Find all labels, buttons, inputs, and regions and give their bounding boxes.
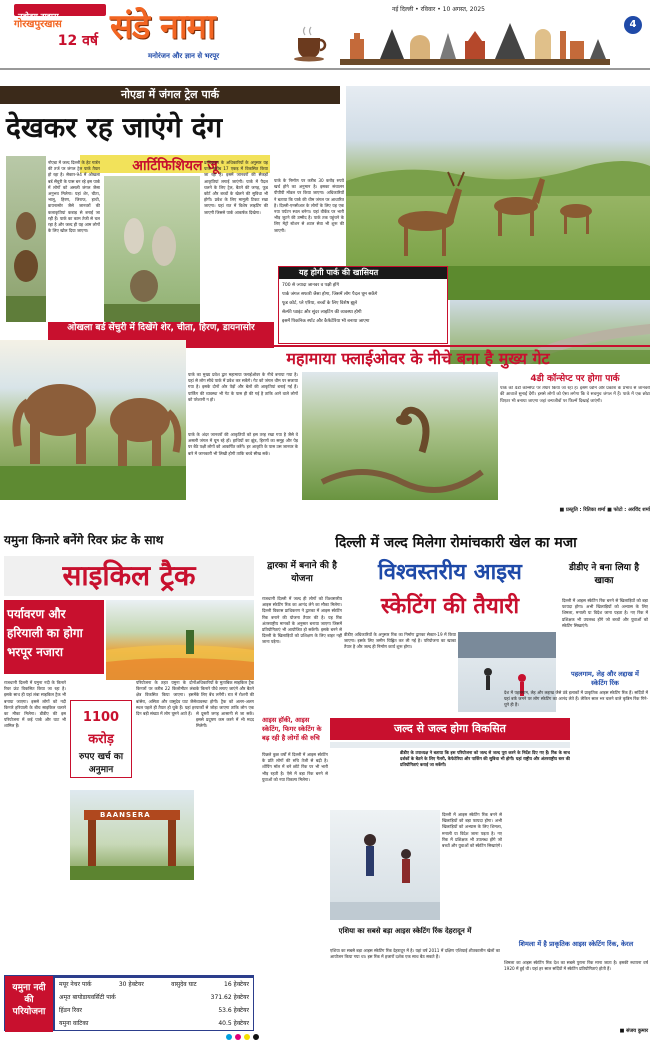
yamuna-subhead-text: पर्यावरण और हरियाली का होगा भरपूर नजारा [7,607,83,659]
skating-side-col-a: आइस हॉकी, आइस स्केटिंग, फिगर स्केटिंग के बढ़ रही है लोगों की रुचि [262,716,322,742]
yamuna-projects-table [4,975,254,1031]
table-body [55,978,253,1030]
gate-story-col1: पार्क का मुख्य प्रवेश द्वार महामाया फ्लाईओवर के नीचे बनाया गया है। यहां से लोग सीधे पार्क में प्रवेश कर सकेंगे। गेट को जंगल थीम पर सजाया गया है। इसके दोनों ओर पेड़ों और बेलों की आकृतियां बनाई गई हैं। पार्किंग की व्यवस्था भी गेट के पास ही की गई है ताकि आने वाले लोगों को परेशानी न हो। [188,372,298,402]
yamuna-col1: राजधानी दिल्ली में यमुना नदी के किनारे रिवर फ्रंट विकसित किया जा रहा है। इसके साथ ही यहां लंबा साइकिल ट्रैक भी बनाया जाएगा। इससे लोगों को नदी किनारे हरियाली के बीच साइकिल चलाने का मौका मिलेगा। डीडीए की इस परियोजना में कई पार्क और घाट भी शामिल हैं। [4,680,66,729]
features-title: यह होगी पार्क की खासियत [279,267,447,279]
masthead-tagline: मनोरंजन और ज्ञान से भरपूर [148,52,220,60]
brand-name: नवोदय टाइम्स [18,12,59,21]
feature-item: 700 से ज्यादा जानवर व पक्षी होंगे [282,283,340,288]
project-area: 30 हेक्टेयर [118,981,144,988]
baansera-gate-photo [70,790,194,880]
gate-story-headline-bar [186,345,650,369]
feature-item: इसमें पिकनिक स्पॉट और कैफेटेरिया भी बनाया जाएगा [282,319,370,324]
project-name: मयूर नेचर पार्क [59,981,92,988]
anniv-city: गोरखपुर [14,19,45,30]
registration-marks [226,1034,426,1042]
ice-skater-photo [330,810,440,920]
top-story-col3: पार्क के निर्माण पर करीब 30 करोड़ रुपये खर्च होने का अनुमान है। इसका संचालन पीपीपी मॉडल पर किया जाएगा। अधिकारियों ने बताया कि पार्क की थीम जंगल पर आधारित है। दिल्ली-एनसीआर के लोगों के लिए यह एक नया पर्यटन स्थल बनेगा। यहां वीकेंड पर भारी भीड़ जुटने की उम्मीद है। पार्क तक पहुंचने के लिए मेट्रो स्टेशन से शटल सेवा भी शुरू की जाएगी। [274,178,344,233]
subhead-text: आर्टिफिशियल जू [132,158,218,174]
top-story-kicker [0,86,340,104]
skating-col-c: दिल्ली में आइस स्केटिंग रिंक बनने से खिलाड़ियों को बड़ा फायदा होगा। अभी खिलाड़ियों को अभ्यास के लिए शिमला, मनाली या विदेश जाना पड़ता है। नए रिंक में प्रशिक्षक भी उपलब्ध होंगे जो बच्चों और युवाओं को स्केटिंग सिखाएंगे। [442,812,502,849]
project-area: 371.62 हेक्टेयर [210,994,249,1001]
anniv-years: 12 वर्ष [57,33,98,49]
yamuna-col3: अधिकारियों के मुताबिक साइकिल ट्रैक के किनारे पौधे लगाए जाएंगे और बैठने के लिए बेंच लगेंगी। रात में रोशनी की व्यवस्था होगी। ट्रैक को अलग-अलग पार्कों से जोड़ा जाएगा ताकि लोग एक से दूसरी जगह आसानी से जा सकें। इससे प्रदूषण कम करने में भी मदद मिलेगी। [196,680,254,729]
yamuna-cost-box [70,700,132,778]
anniversary-badge [14,18,106,64]
top-story-headline: देखकर रह जाएंगे दंग [6,111,223,144]
animal-sculptures-photo-2 [104,176,200,322]
feature-item: पार्क जंगल सफारी जैसा होगा, जिसमें लोग पैदल घूम सकेंगे [282,292,378,297]
anniv-word: खास [44,19,62,30]
project-name: यमुना वाटिका [59,1020,89,1027]
dateline: नई दिल्ली • रविवार • 10 अगस्त, 2025 [392,6,485,13]
project-area: 40.5 हेक्टेयर [218,1020,249,1027]
skating-band-text: जल्द से जल्द होगा विकसित [394,722,506,735]
yamuna-subhead [4,600,104,674]
masthead-title: संडे नामा [110,7,215,47]
kicker-text: नोएडा में जंगल ट्रेल पार्क [120,88,220,101]
yamuna-flower-field-photo [106,600,254,680]
skating-right-sub-2: शिमला में है प्राकृतिक आइस स्केटिंग रिंक, केरल [518,940,634,948]
animal-sculptures-photo-1 [6,156,46,322]
gate-story-col2: पार्क के अंदर जानवरों की आकृतियों को इस तरह रखा गया है जैसे वे असली जंगल में घूम रहे हों। हाथियों का झुंड, हिरणों का समूह और पेड़ पर बैठे पक्षी लोगों को आकर्षित करेंगे। हर आकृति के पास उस जानवर के बारे में जानकारी भी लिखी होगी ताकि बच्चे सीख सकें। [188,432,298,456]
caption-text: ओखला बर्ड सेंचुरी में दिखेंगे शेर, चीता, हिरण, डायनासोर [67,323,255,333]
page-number: 4 [629,19,637,30]
elephant-sculptures-photo [0,340,186,500]
masthead [0,0,650,70]
skating-headline-2: स्केटिंग की तैयारी [380,594,520,619]
skating-right-col-2: देश में पहलगाम, लेह और लद्दाख जैसे ठंडे इलाकों में प्राकृतिक आइस स्केटिंग रिंक हैं। सर्दियों में यहां बर्फ जमने पर लोग स्केटिंग का आनंद लेते हैं। लेकिन साल भर चलने वाले कृत्रिम रिंक गिने-चुने ही हैं। [504,690,648,708]
gate-byline: ■ प्रस्तुति : रितिका शर्मा ■ फोटो : अरविंद शर्मा [559,507,650,513]
reg-dot [226,1034,232,1040]
project-name: अमृत बायोडायवर्सिटी पार्क [59,994,116,1001]
coffee-cup-icon [292,26,332,62]
four-d-text: पार्क को 4डी कॉन्सेप्ट पर तैयार किया जा रहा है। इसमें ध्वनि और प्रकाश के प्रभाव से जानवरों की आवाजें सुनाई देंगी। इससे लोगों को ऐसा लगेगा कि वे सचमुच जंगल में हैं। पार्क में एक छोटा थिएटर भी बनाया जाएगा जहां वन्यजीवों पर फिल्में दिखाई जाएंगी। [500,386,650,404]
reg-dot [235,1034,241,1040]
skating-side-left: द्वारका में बनाने की है योजना [267,561,337,584]
four-d-concept-box [500,372,650,527]
park-features-box [278,266,448,344]
skating-band-text-body: डीडीए के उपाध्यक्ष ने बताया कि इस परियोजना को जल्द से जल्द पूरा करने के निर्देश दिए गए हैं। रिंक के साथ दर्शकों के बैठने के लिए गैलरी, कैफेटेरिया और पार्किंग की सुविधा भी होगी। यहां राष्ट्रीय और अंतरराष्ट्रीय स्तर की प्रतियोगिताएं कराई जा सकेंगी। [400,750,570,768]
baansera-sign-text: BAANSERA [100,811,151,819]
feature-item: फूड कोर्ट, प्ले एरिया, बच्चों के लिए विशेष झूले [282,301,358,306]
gate-headline: महामाया फ्लाईओवर के नीचे बना है मुख्य गेट [286,349,550,368]
skating-col-a: राजधानी दिल्ली में जल्द ही लोगों को विश्वस्तरीय आइस स्केटिंग रिंक का आनंद लेने का मौका मिलेगा। दिल्ली विकास प्राधिकरण ने द्वारका में आइस स्केटिंग रिंक बनाने की योजना तैयार की है। यह रिंक अंतरराष्ट्रीय मानकों के अनुसार बनाया जाएगा जिसमें प्रतियोगिताएं भी आयोजित हो सकेंगी। इसके बनने से दिल्ली के खिलाड़ियों को प्रशिक्षण के लिए बाहर नहीं जाना पड़ेगा। [262,596,342,645]
skating-headline-1: विश्वस्तरीय आइस [378,560,522,585]
page-number-badge [624,16,642,34]
skating-right-sub: पहलगाम, लेह और लद्दाख में स्केटिंग रिंक [571,670,639,687]
snake-sculpture-photo [302,372,498,500]
asia-rink-title: एशिया का सबसे बड़ा आइस स्केटिंग रिंक देहरादून में [338,927,472,935]
cost-label: रुपए खर्च का अनुमान [78,752,124,775]
cost-amount: 1100 करोड़ [82,710,120,747]
yamuna-col2: परियोजना के तहत यमुना के दोनों किनारों पर करीब 22 किलोमीटर लंबा क्षेत्र विकसित किया जाएगा। इसमें बांसेरा, असिता और वासुदेव घाट जैसे स्थल पहले ही तैयार हो चुके हैं। यहां हर दिन बड़ी संख्या में लोग घूमने आते हैं। [136,680,196,717]
yamuna-kicker: यमुना किनारे बनेंगे रिवर फ्रंट के साथ [4,533,164,547]
top-story-col2: प्राधिकरण के अधिकारियों के अनुसार यह पार्क करीब 17 एकड़ में विकसित किया जा रहा है। इसमें जानवरों की सैकड़ों आकृतियां लगाई जाएंगी। पार्क में पैदल चलने के लिए ट्रेल, बैठने की जगह, फूड कोर्ट और बच्चों के खेलने की सुविधा भी होगी। प्रवेश के लिए मामूली टिकट रखा जाएगा। यहां रात में विशेष लाइटिंग की जाएगी जिससे पार्क आकर्षक दिखेगा। [204,160,268,215]
brand-logo [14,4,106,21]
top-story-col1: नोएडा में जल्द दिल्ली के हेट गार्डन की तर्ज पर जंगल ट्रेल पार्क तैयार हो रहा है। सेक्टर-94 में ओखला बर्ड सेंचुरी के पास बन रहे इस पार्क में लोगों को असली जंगल जैसा अनुभव मिलेगा। यहां शेर, चीता, भालू, हिरण, जिराफ, हाथी, डायनासोर जैसे जानवरों की कलाकृतियां कबाड़ से बनाई जा रही हैं। पार्क का काम तेजी से चल रहा है और जल्द ही यह आम लोगों के लिए खोल दिया जाएगा। [48,160,100,234]
project-area: 53.6 हेक्टेयर [218,1007,249,1014]
asia-rink-text: एशिया का सबसे बड़ा आइस स्केटिंग रिंक देहरादून में है। यहां वर्ष 2011 में दक्षिण एशियाई शीतकालीन खेलों का आयोजन किया गया था। इस रिंक में हजारों दर्शक एक साथ बैठ सकते हैं। [330,948,500,960]
four-d-title: 4डी कॉन्सेप्ट पर होगा पार्क [530,374,620,384]
skating-side-right: डीडीए ने बना लिया है खाका [568,563,640,586]
reg-dot [253,1034,259,1040]
project-area: 16 हेक्टेयर [224,981,249,988]
feature-item: सेल्फी प्वाइंट और सुंदर लाइटिंग की व्यवस्था होगी [282,310,362,315]
table-title: यमुना नदी की परियोजना [5,976,53,1032]
project-name: हिंडन रिवर [59,1007,82,1014]
skating-kicker: दिल्ली में जल्द मिलेगा रोमांचकारी खेल का मजा [335,535,577,551]
skating-right-col: दिल्ली में आइस स्केटिंग रिंक बनने से खिलाड़ियों को बड़ा फायदा होगा। अभी खिलाड़ियों को अभ्यास के लिए शिमला, मनाली या विदेश जाना पड़ता है। नए रिंक में प्रशिक्षक भी उपलब्ध होंगे जो बच्चों और युवाओं को स्केटिंग सिखाएंगे। [562,598,648,628]
skating-right-col-3: शिमला का आइस स्केटिंग रिंक देश का सबसे पुराना रिंक माना जाता है। इसकी स्थापना वर्ष 1920 में हुई थी। यहां हर साल सर्दियों में स्केटिंग प्रतियोगिताएं होती हैं। [504,960,648,972]
yamuna-headline-text: साइकिल ट्रैक [62,559,196,592]
skating-headline [344,556,556,628]
skating-side-col-b: पिछले कुछ वर्षों में दिल्ली में आइस स्केटिंग के प्रति लोगों की रुचि तेजी से बढ़ी है। शॉपिंग मॉल में बने छोटे रिंक पर भी भारी भीड़ रहती है। ऐसे में बड़ा रिंक बनने से युवाओं को नया विकल्प मिलेगा। [262,752,328,782]
skating-byline: ■ संजय कुमार [619,1028,648,1034]
skating-col-b: डीडीए अधिकारियों के अनुसार रिंक का निर्माण द्वारका सेक्टर-19 में किया जाएगा। इसके लिए जमीन चिह्नित कर ली गई है। परियोजना का खाका तैयार है और जल्द ही निर्माण कार्य शुरू होगा। [344,632,456,650]
monuments-illustration [340,15,610,65]
yamuna-headline [4,556,254,596]
reg-dot [244,1034,250,1040]
project-name: वासुदेव घाट [171,981,197,988]
